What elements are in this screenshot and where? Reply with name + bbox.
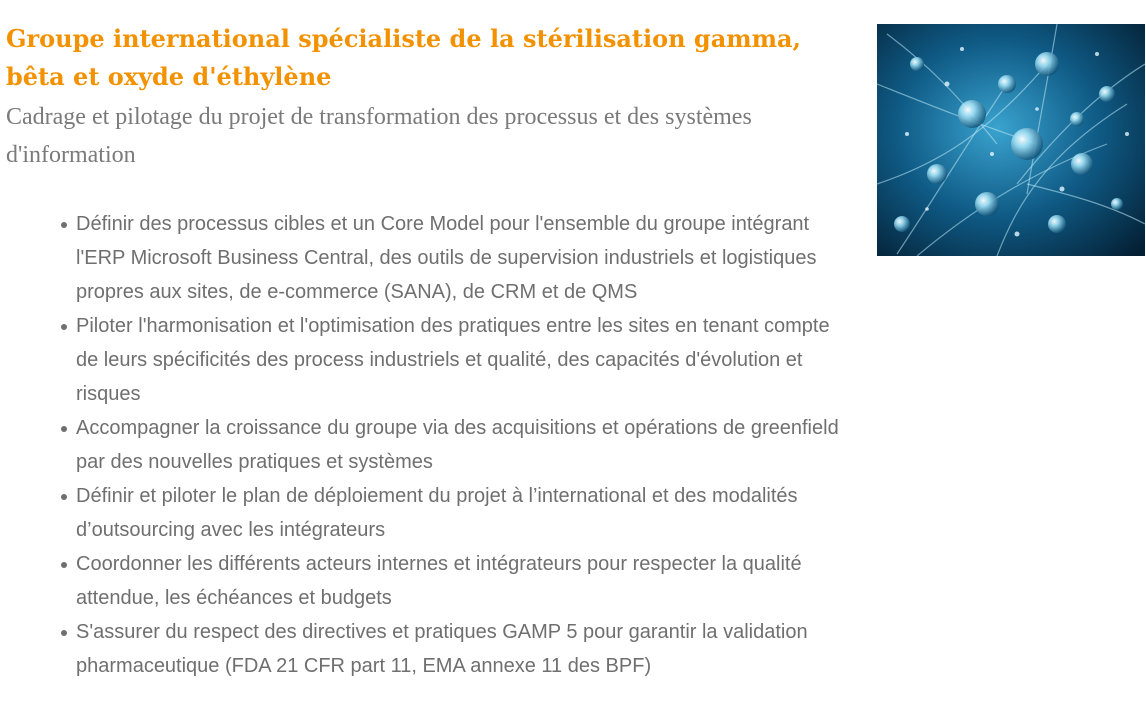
- list-item: Coordonner les différents acteurs internes et intégrateurs pour respecter la qualité attendue, les échéances et budgets: [76, 547, 856, 615]
- list-item: Définir et piloter le plan de déploiement du projet à l’international et des modalités d’outsourcing avec les intégrateurs: [76, 479, 856, 547]
- bullet-list: [6, 207, 856, 683]
- main-content: [6, 20, 856, 683]
- list-item: Piloter l'harmonisation et l'optimisation des pratiques entre les sites en tenant compte de leurs spécificités des process industriels et qualité, des capacités d'évolution et risques: [76, 309, 856, 411]
- list-item: Définir des processus cibles et un Core Model pour l'ensemble du groupe intégrant l'ERP Microsoft Business Central, des outils de supervision industriels et logistiques propres aux sites, de e-commerce (SANA), de CRM et de QMS: [76, 207, 856, 309]
- page-subtitle: Cadrage et pilotage du projet de transformation des processus et des systèmes d'information: [6, 104, 752, 168]
- list-item: S'assurer du respect des directives et pratiques GAMP 5 pour garantir la validation pharmaceutique (FDA 21 CFR part 11, EMA annexe 11 des BPF): [76, 615, 856, 683]
- water-droplets-photo: [877, 24, 1145, 256]
- list-item: Accompagner la croissance du groupe via des acquisitions et opérations de greenfield par des nouvelles pratiques et systèmes: [76, 411, 856, 479]
- water-droplets-illustration: [877, 24, 1145, 256]
- page-title: Groupe international spécialiste de la stérilisation gamma, bêta et oxyde d'éthylène: [6, 24, 801, 91]
